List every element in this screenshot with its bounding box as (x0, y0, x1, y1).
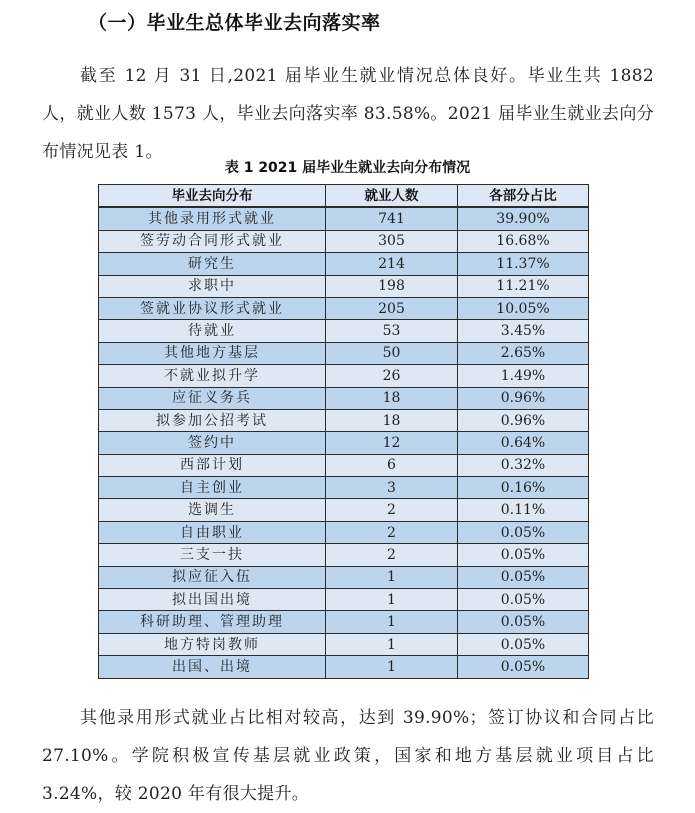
table-row (99, 342, 589, 364)
row-count: 1 (326, 611, 458, 633)
row-percent: 0.96% (458, 409, 589, 431)
table-row (99, 544, 589, 566)
row-percent: 10.05% (458, 297, 589, 319)
table-row (99, 253, 589, 275)
row-count: 305 (326, 230, 458, 252)
row-category: 西部计划 (99, 454, 326, 476)
table-row (99, 454, 589, 476)
table-row (99, 633, 589, 655)
row-category: 应征义务兵 (99, 387, 326, 409)
row-category: 签劳动合同形式就业 (99, 230, 326, 252)
row-count: 1 (326, 566, 458, 588)
table-row (99, 521, 589, 543)
header-percent: 各部分占比 (458, 185, 589, 208)
row-count: 26 (326, 365, 458, 387)
table-row (99, 275, 589, 297)
row-percent: 0.64% (458, 432, 589, 454)
row-category: 拟应征入伍 (99, 566, 326, 588)
table-row (99, 432, 589, 454)
row-percent: 0.32% (458, 454, 589, 476)
row-category: 选调生 (99, 499, 326, 521)
section-heading: （一）毕业生总体毕业去向落实率 (88, 12, 381, 34)
table-row (99, 409, 589, 431)
table-row (99, 611, 589, 633)
row-category: 待就业 (99, 320, 326, 342)
row-count: 50 (326, 342, 458, 364)
row-percent: 0.05% (458, 611, 589, 633)
row-percent: 0.05% (458, 589, 589, 611)
row-percent: 39.90% (458, 207, 589, 230)
row-category: 求职中 (99, 275, 326, 297)
table-row (99, 230, 589, 252)
row-percent: 0.05% (458, 633, 589, 655)
intro-paragraph: 截至 12 月 31 日,2021 届毕业生就业情况总体良好。毕业生共 1882 人，就业人数 1573 人，毕业去向落实率 83.58%。2021 届毕业生就业去向分布情况见表 1。 (42, 66, 654, 162)
table-row (99, 365, 589, 387)
row-category: 研究生 (99, 253, 326, 275)
table-header-row (99, 185, 589, 208)
row-category: 其他地方基层 (99, 342, 326, 364)
row-percent: 0.05% (458, 656, 589, 678)
row-count: 18 (326, 387, 458, 409)
row-percent: 0.05% (458, 521, 589, 543)
row-percent: 0.05% (458, 544, 589, 566)
row-percent: 0.16% (458, 477, 589, 499)
row-count: 1 (326, 656, 458, 678)
row-category: 三支一扶 (99, 544, 326, 566)
row-percent: 16.68% (458, 230, 589, 252)
row-count: 2 (326, 521, 458, 543)
row-percent: 11.37% (458, 253, 589, 275)
table-row (99, 207, 589, 230)
row-category: 自由职业 (99, 521, 326, 543)
row-count: 198 (326, 275, 458, 297)
row-percent: 0.96% (458, 387, 589, 409)
row-count: 205 (326, 297, 458, 319)
row-percent: 1.49% (458, 365, 589, 387)
table-row (99, 387, 589, 409)
row-count: 18 (326, 409, 458, 431)
row-category: 地方特岗教师 (99, 633, 326, 655)
table-row (99, 297, 589, 319)
row-category: 签就业协议形式就业 (99, 297, 326, 319)
table-row (99, 656, 589, 678)
table-row (99, 566, 589, 588)
employment-distribution-table (98, 184, 589, 679)
row-category: 其他录用形式就业 (99, 207, 326, 230)
row-category: 自主创业 (99, 477, 326, 499)
row-percent: 11.21% (458, 275, 589, 297)
row-count: 1 (326, 589, 458, 611)
summary-paragraph: 其他录用形式就业占比相对较高，达到 39.90%；签订协议和合同占比 27.10%。学院积极宣传基层就业政策，国家和地方基层就业项目占比 3.24%，较 2020 年有很大提升。 (42, 708, 654, 804)
row-category: 不就业拟升学 (99, 365, 326, 387)
table-row (99, 320, 589, 342)
row-percent: 2.65% (458, 342, 589, 364)
row-category: 科研助理、管理助理 (99, 611, 326, 633)
header-count: 就业人数 (326, 185, 458, 208)
row-count: 2 (326, 544, 458, 566)
row-percent: 0.11% (458, 499, 589, 521)
table-row (99, 477, 589, 499)
row-count: 1 (326, 633, 458, 655)
row-count: 6 (326, 454, 458, 476)
row-category: 出国、出境 (99, 656, 326, 678)
row-category: 签约中 (99, 432, 326, 454)
row-count: 3 (326, 477, 458, 499)
row-count: 12 (326, 432, 458, 454)
row-category: 拟出国出境 (99, 589, 326, 611)
header-category: 毕业去向分布 (99, 185, 326, 208)
row-percent: 0.05% (458, 566, 589, 588)
table-caption: 表 1 2021 届毕业生就业去向分布情况 (224, 160, 471, 176)
row-category: 拟参加公招考试 (99, 409, 326, 431)
row-count: 214 (326, 253, 458, 275)
row-count: 741 (326, 207, 458, 230)
table-row (99, 589, 589, 611)
table-row (99, 499, 589, 521)
row-count: 2 (326, 499, 458, 521)
row-count: 53 (326, 320, 458, 342)
row-percent: 3.45% (458, 320, 589, 342)
